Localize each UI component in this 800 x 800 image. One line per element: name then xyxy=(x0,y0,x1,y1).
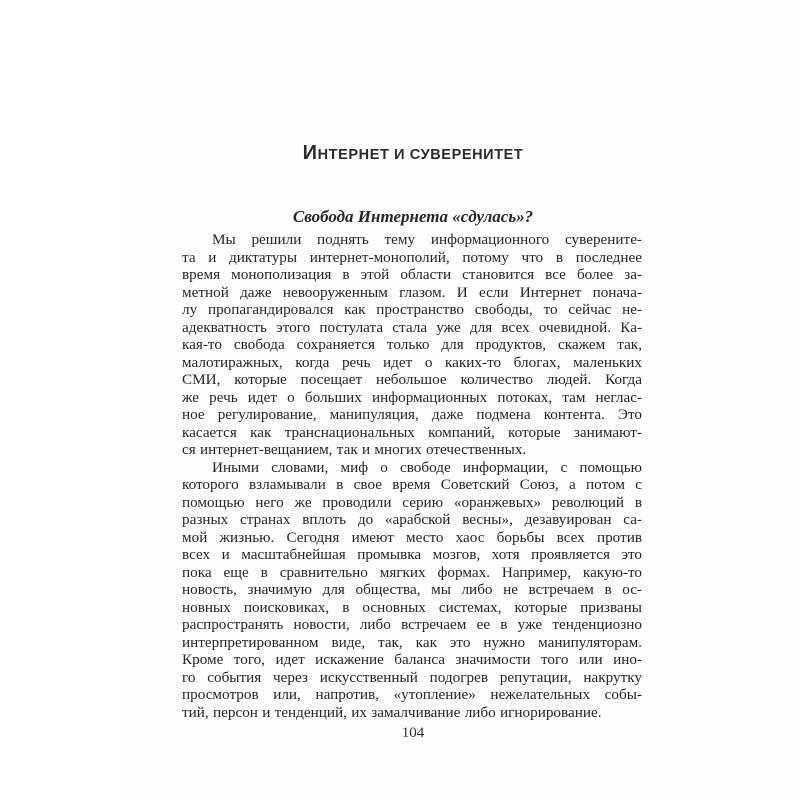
page-number: 104 xyxy=(401,725,425,741)
text-line: малотиражных, когда речь идет о каких-то блогах, маленьких xyxy=(182,353,642,371)
text-line: разных странах вплоть до «арабской весны», дезавуирован са- xyxy=(182,511,642,528)
text-line: время монополизация в этой области становится все более за- xyxy=(182,266,642,283)
text-line: пока еще в сравнительно мягких формах. Например, какую-то xyxy=(182,563,642,581)
text-line: СМИ, которые посещает небольшое количество людей. Когда xyxy=(182,371,642,388)
text-line: тий, персон и тенденций, их замалчивание либо игнорирование. xyxy=(182,703,602,721)
text-line: кая-то свобода сохраняется только для продуктов, скажем так, xyxy=(182,336,642,353)
text-line: распространять новости, либо встречаем ее в уже тенденциозно xyxy=(182,616,642,633)
text-line: Кроме того, идет искажение баланса значимости того или ино- xyxy=(182,651,642,668)
text-line: мой жизнью. Сегодня имеют место хаос борьбы всех против xyxy=(182,528,642,546)
text-line: всех и масштабнейшая промывка мозгов, хотя проявляется это xyxy=(182,546,642,563)
body-text xyxy=(182,231,642,721)
text-line: адекватность этого постулата стала уже для всех очевидной. Ка- xyxy=(182,318,642,336)
text-line: новость, значимую для общества, мы либо не встречаем в ос- xyxy=(182,581,642,598)
text-line: просмотров или, напротив, «утопление» нежелательных собы- xyxy=(182,686,642,703)
text-line: интерпретированном виде, так, как это нужно манипуляторам. xyxy=(182,633,642,651)
running-header xyxy=(182,143,644,165)
running-header-initial: И xyxy=(302,142,318,164)
text-line: та и диктатуры интернет-монополий, потому что в последнее xyxy=(182,248,642,266)
text-line: же речь идет о больших информационных потоках, там неглас- xyxy=(182,388,642,406)
paragraph xyxy=(182,231,642,459)
paragraph xyxy=(182,459,642,722)
section-title: Свобода Интернета «сдулась»? xyxy=(292,207,534,226)
text-line: Иными словами, миф о свободе информации, с помощью xyxy=(212,458,642,476)
text-line: новных поисковиках, в основных системах, которые призваны xyxy=(182,598,642,616)
text-line: го события через искусственный подогрев репутации, накрутку xyxy=(182,668,642,686)
text-line: лу пропагандировался как пространство свободы, то сейчас не- xyxy=(182,301,642,318)
text-line: которого взламывали в свое время Советский Союз, а потом с xyxy=(182,476,642,493)
text-line: помощью него же проводили серию «оранжевых» революций в xyxy=(182,493,642,511)
text-line: метной даже невооруженным глазом. И если Интернет понача- xyxy=(182,283,642,301)
text-line: касается как транснациональных компаний, которые занимают- xyxy=(182,423,642,441)
text-line: ное регулирование, манипуляция, даже подмена контента. Это xyxy=(182,406,642,423)
text-line: Мы решили поднять тему информационного суверените- xyxy=(212,231,642,248)
text-line: ся интернет-вещанием, так и многих отечественных. xyxy=(182,441,527,458)
running-header-text: НТЕРНЕТ И СУВЕРЕНИТЕТ xyxy=(317,147,524,163)
